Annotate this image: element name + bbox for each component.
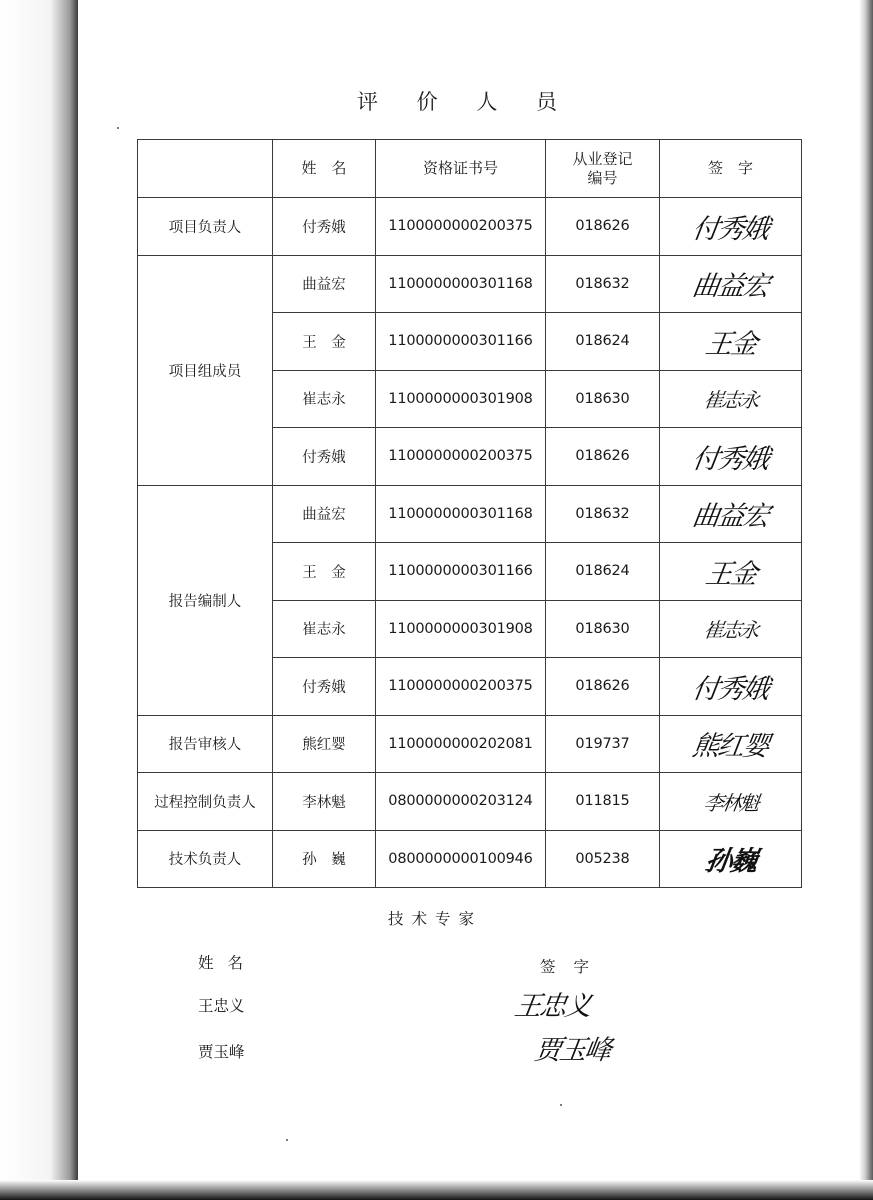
cert-cell: 1100000000301908 [376, 370, 546, 428]
name-cell: 熊红婴 [273, 715, 376, 773]
signature-cell [660, 830, 802, 888]
scan-speck [117, 127, 119, 129]
handwritten-signature: 付秀娥 [690, 443, 770, 475]
reg-cell: 018624 [546, 543, 660, 601]
handwritten-signature: 崔志永 [701, 618, 759, 643]
name-cell: 付秀娥 [273, 198, 376, 256]
handwritten-signature: 王金 [702, 328, 758, 360]
header-reg [546, 140, 660, 198]
name-cell: 付秀娥 [273, 658, 376, 716]
role-cell: 报告编制人 [138, 485, 273, 715]
evaluation-staff-table [137, 139, 802, 888]
name-cell: 王 金 [273, 543, 376, 601]
handwritten-signature: 李林魁 [701, 790, 759, 815]
cert-cell: 1100000000301166 [376, 543, 546, 601]
experts-section-title: 技术专家 [387, 910, 482, 928]
expert-name: 贾玉峰 [198, 1043, 245, 1061]
reg-cell: 018624 [546, 313, 660, 371]
reg-cell: 011815 [546, 773, 660, 831]
reg-cell: 018630 [546, 370, 660, 428]
table-row [138, 773, 802, 831]
signature-cell [660, 543, 802, 601]
cert-cell: 0800000000100946 [376, 830, 546, 888]
table-row [138, 715, 802, 773]
handwritten-signature: 熊红婴 [690, 731, 770, 763]
table-row [138, 830, 802, 888]
scan-right-edge-shadow [859, 0, 873, 1200]
scan-speck [286, 1139, 288, 1141]
cert-cell: 0800000000203124 [376, 773, 546, 831]
reg-cell: 005238 [546, 830, 660, 888]
signature-cell [660, 370, 802, 428]
cert-cell: 1100000000200375 [376, 198, 546, 256]
role-cell: 项目负责人 [138, 198, 273, 256]
signature-cell [660, 198, 802, 256]
reg-cell: 018630 [546, 600, 660, 658]
name-cell: 曲益宏 [273, 485, 376, 543]
experts-sign-header: 签字 [540, 958, 608, 976]
role-cell: 技术负责人 [138, 830, 273, 888]
signature-cell [660, 658, 802, 716]
handwritten-signature: 孙巍 [702, 846, 758, 878]
signature-cell [660, 773, 802, 831]
scan-speck [560, 1104, 562, 1106]
expert-name: 王忠义 [198, 997, 245, 1015]
scan-bottom-edge-shadow [0, 1180, 873, 1200]
reg-cell: 018632 [546, 255, 660, 313]
handwritten-signature: 付秀娥 [690, 673, 770, 705]
handwritten-signature: 曲益宏 [690, 501, 770, 533]
name-cell: 崔志永 [273, 600, 376, 658]
reg-cell: 018626 [546, 198, 660, 256]
header-role [138, 140, 273, 198]
cert-cell: 1100000000200375 [376, 658, 546, 716]
reg-cell: 019737 [546, 715, 660, 773]
cert-cell: 1100000000301168 [376, 485, 546, 543]
experts-name-header: 姓名 [198, 954, 258, 972]
role-cell: 报告审核人 [138, 715, 273, 773]
name-cell: 李林魁 [273, 773, 376, 831]
table-row [138, 255, 802, 313]
handwritten-signature: 王金 [702, 558, 758, 590]
signature-cell [660, 255, 802, 313]
scan-left-edge-shadow [0, 0, 78, 1200]
expert-signature [512, 984, 592, 1023]
reg-cell: 018626 [546, 658, 660, 716]
handwritten-signature: 王忠义 [512, 991, 592, 1022]
cert-cell: 1100000000301168 [376, 255, 546, 313]
header-reg-line2: 编号 [587, 168, 618, 187]
cert-cell: 1100000000301166 [376, 313, 546, 371]
handwritten-signature: 贾玉峰 [532, 1035, 612, 1066]
header-cert: 资格证书号 [376, 140, 546, 198]
role-cell: 项目组成员 [138, 255, 273, 485]
role-cell: 过程控制负责人 [138, 773, 273, 831]
cert-cell: 1100000000202081 [376, 715, 546, 773]
name-cell: 崔志永 [273, 370, 376, 428]
handwritten-signature: 曲益宏 [690, 271, 770, 303]
signature-cell [660, 313, 802, 371]
reg-cell: 018632 [546, 485, 660, 543]
name-cell: 付秀娥 [273, 428, 376, 486]
name-cell: 王 金 [273, 313, 376, 371]
expert-signature [532, 1028, 612, 1067]
signature-cell [660, 428, 802, 486]
signature-cell [660, 600, 802, 658]
handwritten-signature: 付秀娥 [690, 213, 770, 245]
name-cell: 曲益宏 [273, 255, 376, 313]
signature-cell [660, 485, 802, 543]
header-name: 姓 名 [273, 140, 376, 198]
reg-cell: 018626 [546, 428, 660, 486]
header-reg-line1: 从业登记 [572, 149, 633, 168]
cert-cell: 1100000000200375 [376, 428, 546, 486]
table-header-row [138, 140, 802, 198]
handwritten-signature: 崔志永 [701, 388, 759, 413]
cert-cell: 1100000000301908 [376, 600, 546, 658]
table-row [138, 485, 802, 543]
page-title: 评 价 人 员 [356, 90, 574, 114]
header-sign: 签 字 [660, 140, 802, 198]
name-cell: 孙 巍 [273, 830, 376, 888]
signature-cell [660, 715, 802, 773]
table-row [138, 198, 802, 256]
